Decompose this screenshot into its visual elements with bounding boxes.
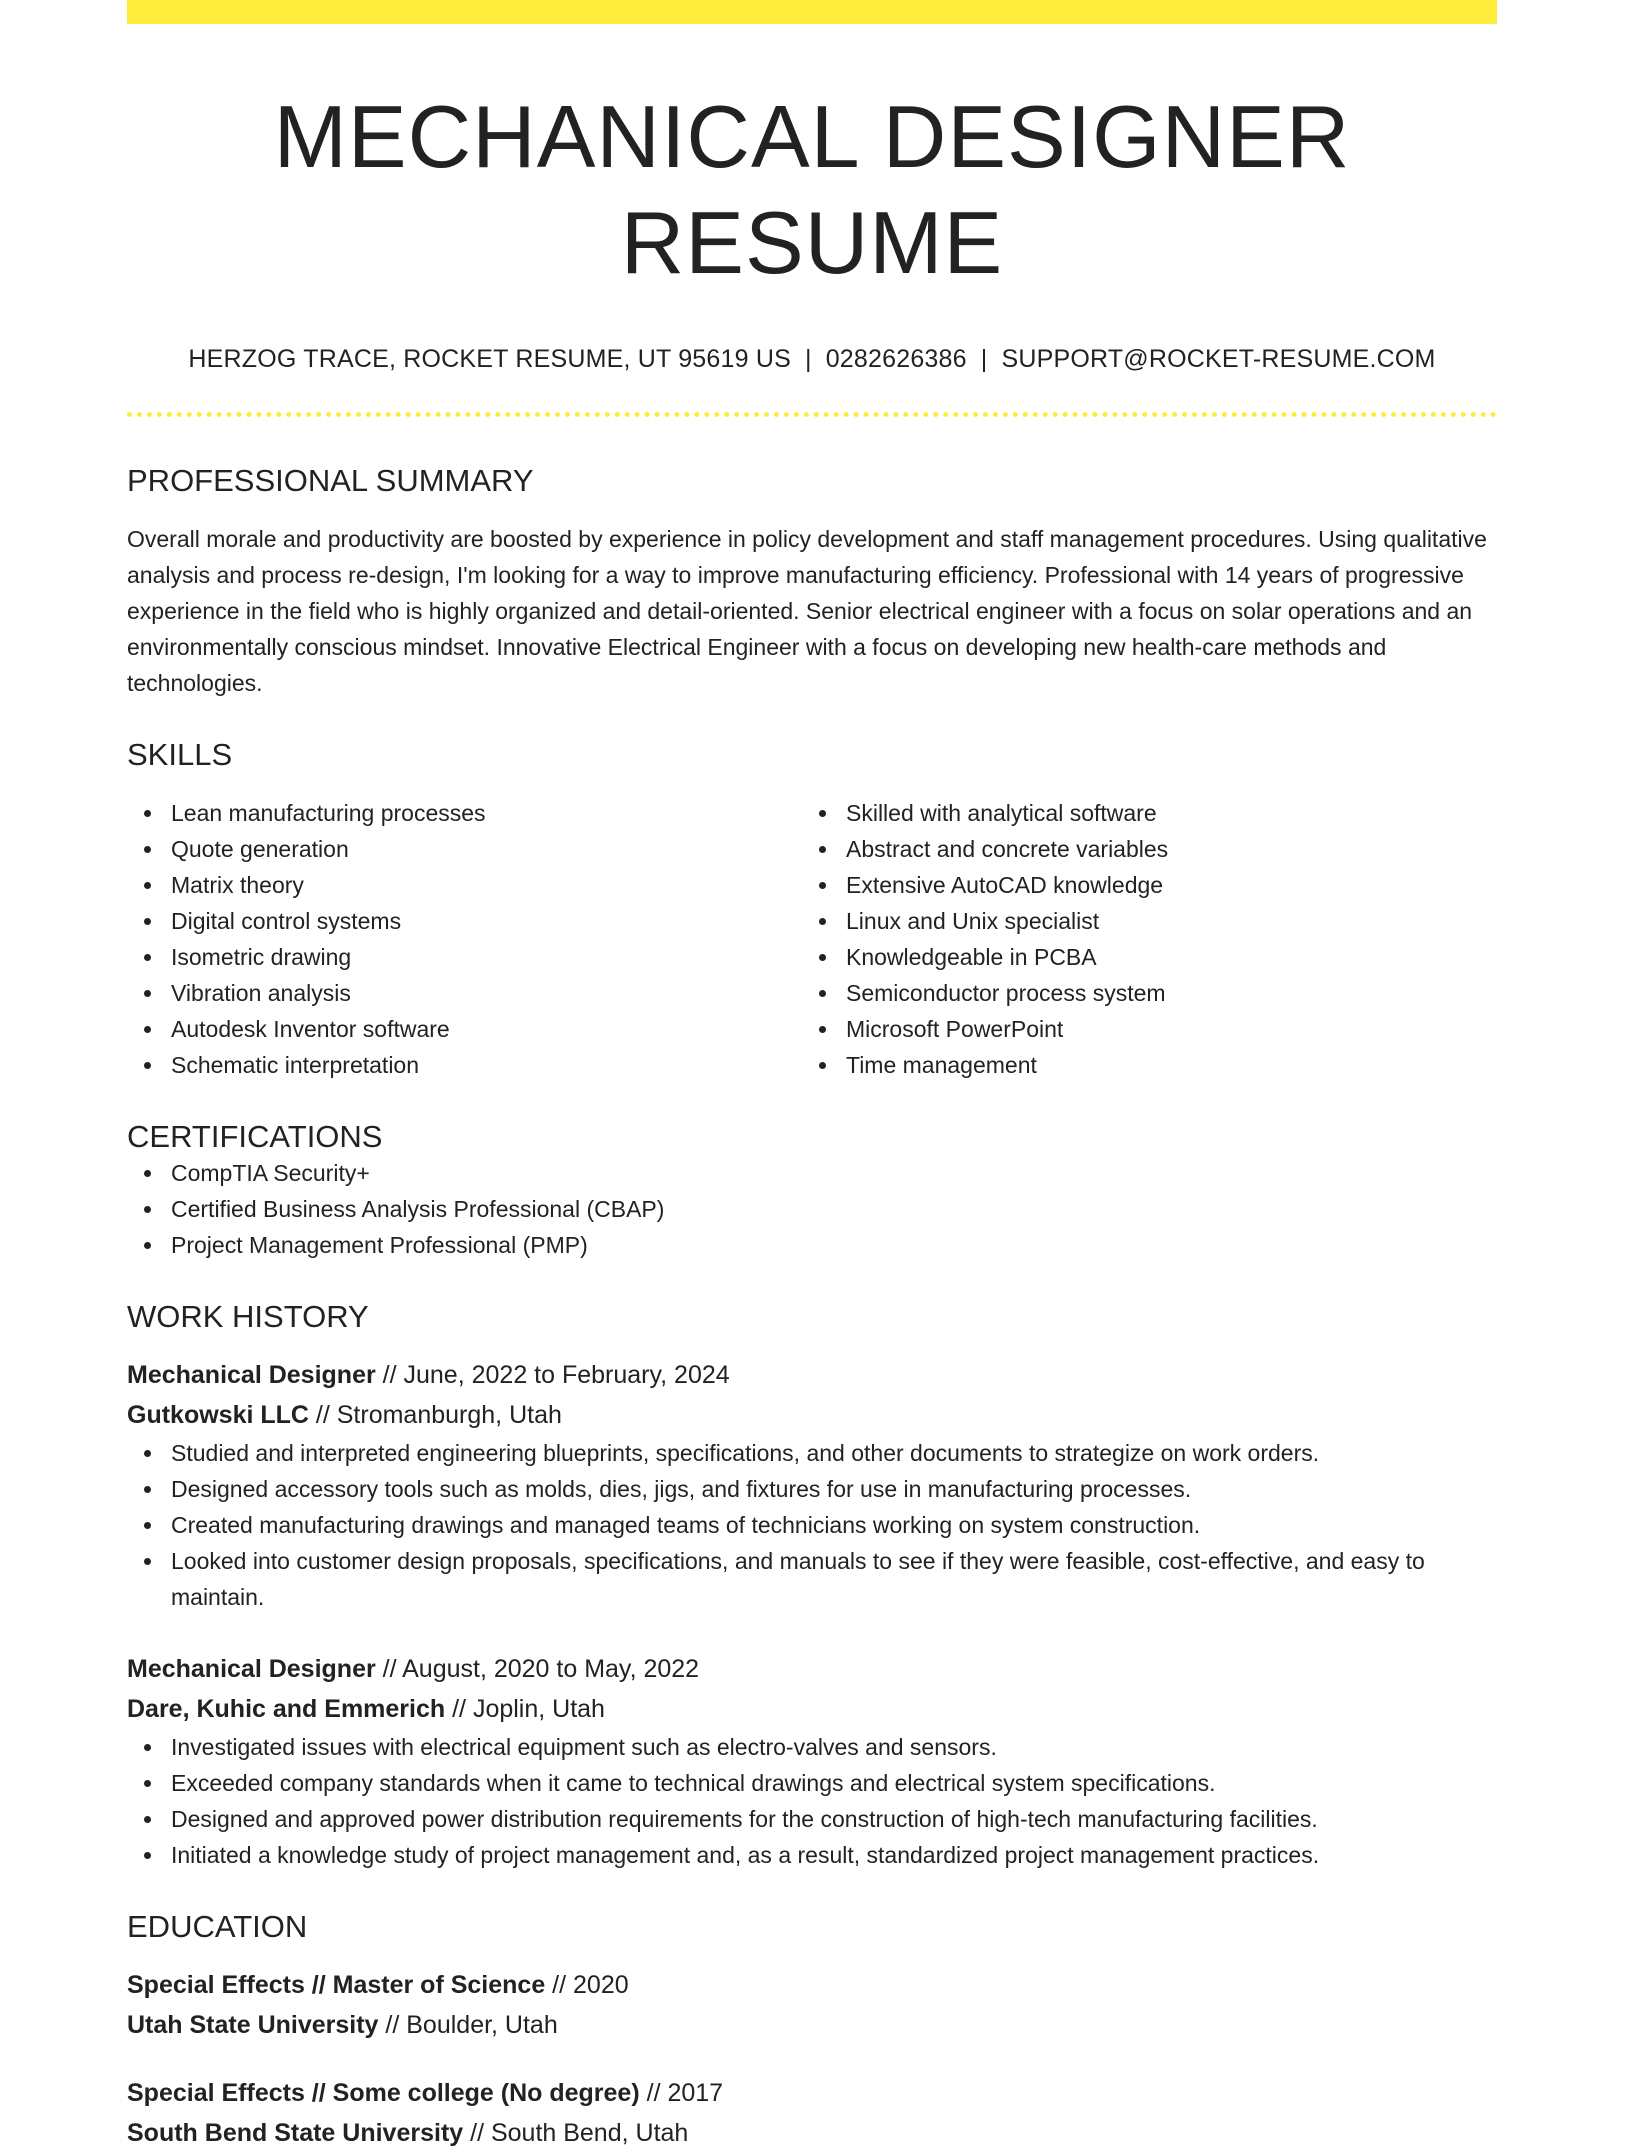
section-heading-education: EDUCATION [127, 1909, 308, 1945]
job-location: // Stromanburgh, Utah [308, 1401, 562, 1430]
education-year: // 2017 [639, 2079, 724, 2108]
education-school: Utah State University [127, 2011, 379, 2040]
skills-list-left [127, 795, 802, 1083]
education-degree: Special Effects // Master of Science [127, 1971, 546, 2000]
job-company: Dare, Kuhic and Emmerich [127, 1695, 446, 1724]
skills-column-right [802, 795, 1477, 1083]
section-heading-summary: PROFESSIONAL SUMMARY [127, 463, 534, 499]
job-bullet: Exceeded company standards when it came to technical drawings and electrical system specifications. [171, 1765, 1497, 1801]
job-entry [127, 1355, 1497, 1615]
skill-item: Skilled with analytical software [846, 795, 1477, 831]
contact-email: SUPPORT@ROCKET-RESUME.COM [1001, 345, 1436, 374]
job-title: Mechanical Designer [127, 1361, 376, 1390]
skill-item: Quote generation [171, 831, 802, 867]
job-bullet-list [127, 1729, 1497, 1873]
skill-item: Isometric drawing [171, 939, 802, 975]
education-school-line [127, 2005, 1497, 2045]
job-title-line [127, 1649, 1497, 1689]
education-degree-line [127, 1965, 1497, 2005]
contact-line [127, 345, 1497, 374]
job-bullet: Looked into customer design proposals, specifications, and manuals to see if they were feasible, cost-effective, and easy to maintain. [171, 1543, 1497, 1615]
job-bullet-list [127, 1435, 1497, 1615]
certification-item: Certified Business Analysis Professional (CBAP) [171, 1191, 1497, 1227]
job-entry [127, 1649, 1497, 1873]
education-school: South Bend State University [127, 2119, 464, 2148]
education-entry [127, 2073, 1497, 2153]
job-company: Gutkowski LLC [127, 1401, 309, 1430]
education-degree: Special Effects // Some college (No degree) [127, 2079, 640, 2108]
resume-title: MECHANICAL DESIGNER RESUME [273, 87, 1351, 292]
contact-phone: 0282626386 [825, 345, 967, 374]
job-title: Mechanical Designer [127, 1655, 376, 1684]
education-school-line [127, 2113, 1497, 2153]
skill-item: Microsoft PowerPoint [846, 1011, 1477, 1047]
skill-item: Abstract and concrete variables [846, 831, 1477, 867]
job-bullet: Investigated issues with electrical equipment such as electro-valves and sensors. [171, 1729, 1497, 1765]
skills-list-right [802, 795, 1477, 1083]
skill-item: Schematic interpretation [171, 1047, 802, 1083]
dotted-divider [127, 412, 1497, 417]
resume-page [127, 0, 1497, 2153]
skill-item: Lean manufacturing processes [171, 795, 802, 831]
skill-item: Linux and Unix specialist [846, 903, 1477, 939]
job-bullet: Designed and approved power distribution requirements for the construction of high-tech manufacturing facilities. [171, 1801, 1497, 1837]
section-heading-work-history: WORK HISTORY [127, 1299, 369, 1335]
education-location: // Boulder, Utah [378, 2011, 558, 2040]
job-title-line [127, 1355, 1497, 1395]
contact-separator: | [980, 345, 988, 374]
skill-item: Time management [846, 1047, 1477, 1083]
contact-address: HERZOG TRACE, ROCKET RESUME, UT 95619 US [188, 345, 791, 374]
certification-item: Project Management Professional (PMP) [171, 1227, 1497, 1263]
education-location: // South Bend, Utah [463, 2119, 689, 2148]
contact-separator: | [805, 345, 812, 374]
job-bullet: Studied and interpreted engineering blueprints, specifications, and other documents to strategize on work orders. [171, 1435, 1497, 1471]
skill-item: Vibration analysis [171, 975, 802, 1011]
skills-column-left [127, 795, 802, 1083]
job-company-line [127, 1689, 1497, 1729]
education-year: // 2020 [545, 1971, 629, 2000]
job-bullet: Initiated a knowledge study of project management and, as a result, standardized project management practices. [171, 1837, 1497, 1873]
job-location: // Joplin, Utah [445, 1695, 605, 1724]
accent-top-bar [127, 0, 1497, 24]
education-entry [127, 1965, 1497, 2045]
skill-item: Autodesk Inventor software [171, 1011, 802, 1047]
job-dates: // August, 2020 to May, 2022 [375, 1655, 700, 1684]
certification-item: CompTIA Security+ [171, 1155, 1497, 1191]
skill-item: Knowledgeable in PCBA [846, 939, 1477, 975]
section-heading-skills: SKILLS [127, 737, 233, 773]
job-bullet: Designed accessory tools such as molds, dies, jigs, and fixtures for use in manufacturing processes. [171, 1471, 1497, 1507]
job-company-line [127, 1395, 1497, 1435]
skills-grid [127, 795, 1497, 1083]
education-degree-line [127, 2073, 1497, 2113]
certifications-list [127, 1155, 1497, 1263]
summary-text: Overall morale and productivity are boosted by experience in policy development and staff management procedures. Using qualitative analysis and process re-design, I'm looking for a way to improve manufacturing efficiency. Professional with 14 years of progressive experience in the field who is highly organized and detail-oriented. Senior electrical engineer with a focus on solar operations and an environmentally conscious mindset. Innovative Electrical Engineer with a focus on developing new health-care methods and technologies. [127, 526, 1487, 697]
section-heading-certifications: CERTIFICATIONS [127, 1119, 383, 1155]
job-dates: // June, 2022 to February, 2024 [375, 1361, 730, 1390]
skill-item: Semiconductor process system [846, 975, 1477, 1011]
job-bullet: Created manufacturing drawings and managed teams of technicians working on system construction. [171, 1507, 1497, 1543]
skill-item: Extensive AutoCAD knowledge [846, 867, 1477, 903]
skill-item: Digital control systems [171, 903, 802, 939]
skill-item: Matrix theory [171, 867, 802, 903]
